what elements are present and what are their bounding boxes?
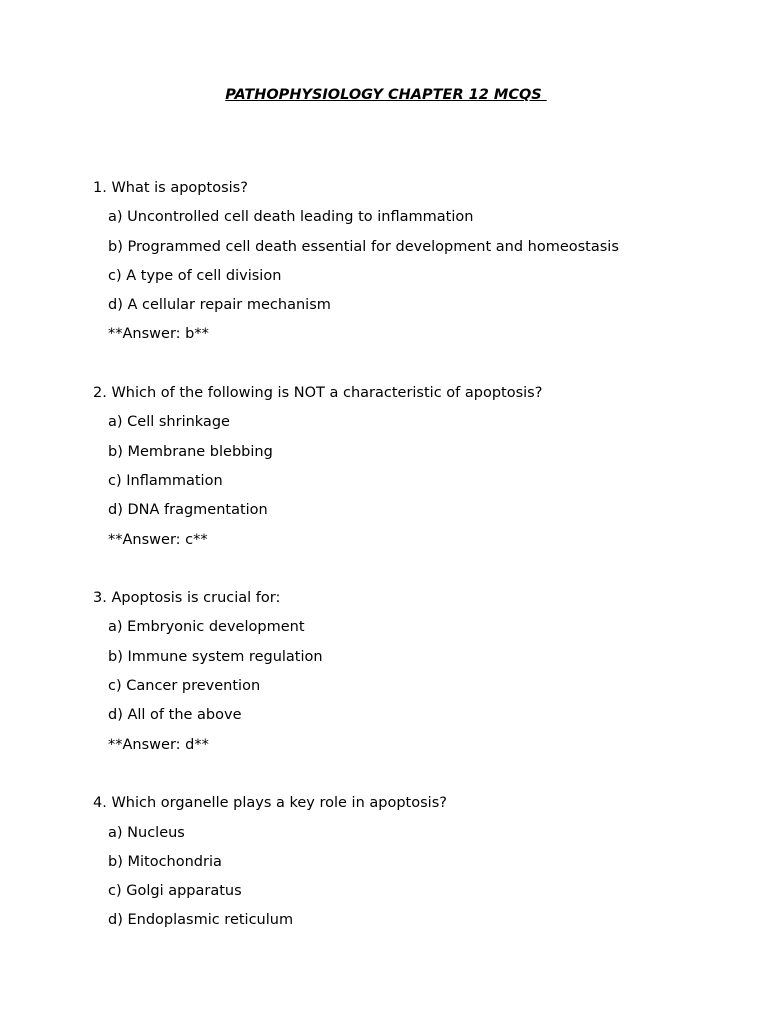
answer-line: **Answer: d** xyxy=(108,736,209,753)
questions-list xyxy=(93,174,733,965)
option-a: a) Uncontrolled cell death leading to inflammation xyxy=(108,209,474,226)
option-b: b) Programmed cell death essential for development and homeostasis xyxy=(108,238,619,255)
option-c: c) Inflammation xyxy=(108,472,223,489)
option-d: d) A cellular repair mechanism xyxy=(108,297,331,314)
option-c: c) Cancer prevention xyxy=(108,678,261,695)
option-d: d) DNA fragmentation xyxy=(108,502,268,519)
answer-line: **Answer: b** xyxy=(108,326,209,343)
question-text: 1. What is apoptosis? xyxy=(93,180,248,196)
option-d: d) Endoplasmic reticulum xyxy=(108,912,294,929)
answer-line: **Answer: c** xyxy=(108,531,208,548)
question-text: 3. Apoptosis is crucial for: xyxy=(93,590,281,607)
option-b: b) Membrane blebbing xyxy=(108,443,273,460)
question-1 xyxy=(93,174,733,350)
document-title: PATHOPHYSIOLOGY CHAPTER 12 MCQS xyxy=(225,87,547,103)
option-d: d) All of the above xyxy=(108,707,242,724)
option-b: b) Immune system regulation xyxy=(108,648,323,665)
option-a: a) Cell shrinkage xyxy=(108,414,230,431)
question-text: 2. Which of the following is NOT a characteristic of apoptosis? xyxy=(93,385,543,402)
option-c: c) Golgi apparatus xyxy=(108,883,242,900)
option-b: b) Mitochondria xyxy=(108,853,222,870)
question-4 xyxy=(93,789,733,935)
option-c: c) A type of cell division xyxy=(108,267,282,284)
option-a: a) Embryonic development xyxy=(108,619,305,636)
question-2 xyxy=(93,379,733,555)
question-3 xyxy=(93,584,733,760)
option-a: a) Nucleus xyxy=(108,824,185,841)
question-text: 4. Which organelle plays a key role in apoptosis? xyxy=(93,795,447,812)
